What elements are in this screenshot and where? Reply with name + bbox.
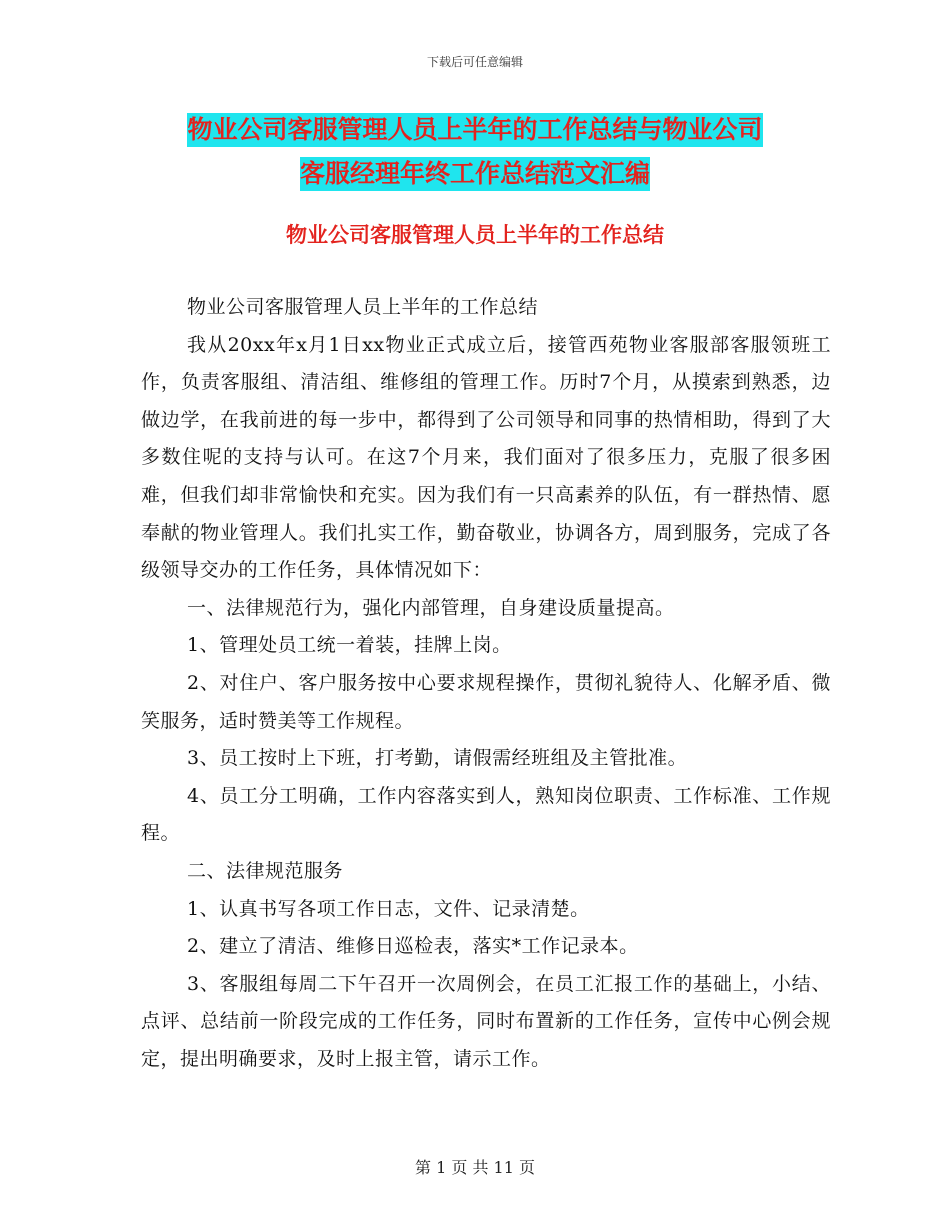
title-line-1: 物业公司客服管理人员上半年的工作总结与物业公司 xyxy=(187,113,762,147)
paragraph: 3、客服组每周二下午召开一次周例会，在员工汇报工作的基础上，小结、点评、总结前一阶段完成的工作任务，同时布置新的工作任务，宣传中心例会规定，提出明确要求，及时上报主管，请示工作。 xyxy=(141,972,831,1070)
paragraph: 一、法律规范行为，强化内部管理，自身建设质量提高。 xyxy=(187,596,675,619)
paragraph: 2、对住户、客户服务按中心要求规程操作，贯彻礼貌待人、化解矛盾、微笑服务，适时赞美等工作规程。 xyxy=(141,671,831,732)
paragraph: 1、管理处员工统一着装，挂牌上岗。 xyxy=(187,634,512,657)
document-title xyxy=(140,108,810,196)
paragraph: 4、员工分工明确，工作内容落实到人，熟知岗位职责、工作标准、工作规程。 xyxy=(141,784,831,845)
document-body xyxy=(141,289,831,1078)
section-title: 物业公司客服管理人员上半年的工作总结 xyxy=(286,223,664,247)
paragraph: 我从20xx年x月1日xx物业正式成立后，接管西苑物业客服部客服领班工作，负责客服组、清洁组、维修组的管理工作。历时7个月，从摸索到熟悉，边做边学，在我前进的每一步中，都得到了公司领导和同事的热情相助，得到了大多数住呢的支持与认可。在这7个月来，我们面对了很多压力，克服了很多困难，但我们却非常愉快和充实。因为我们有一只高素养的队伍，有一群热情、愿奉献的物业管理人。我们扎实工作，勤奋敬业，协调各方，周到服务，完成了各级领导交办的工作任务，具体情况如下： xyxy=(141,333,831,582)
paragraph: 物业公司客服管理人员上半年的工作总结 xyxy=(187,296,539,318)
paragraph: 2、建立了清洁、维修日巡检表，落实*工作记录本。 xyxy=(187,935,639,958)
paragraph: 3、员工按时上下班，打考勤，请假需经班组及主管批准。 xyxy=(187,747,688,770)
paragraph: 1、认真书写各项工作日志，文件、记录清楚。 xyxy=(187,897,590,920)
title-line-2: 客服经理年终工作总结范文汇编 xyxy=(300,157,650,191)
page-number-footer: 第 1 页 共 11 页 xyxy=(415,1158,535,1177)
paragraph: 二、法律规范服务 xyxy=(187,859,344,882)
header-note: 下载后可任意编辑 xyxy=(426,55,523,69)
